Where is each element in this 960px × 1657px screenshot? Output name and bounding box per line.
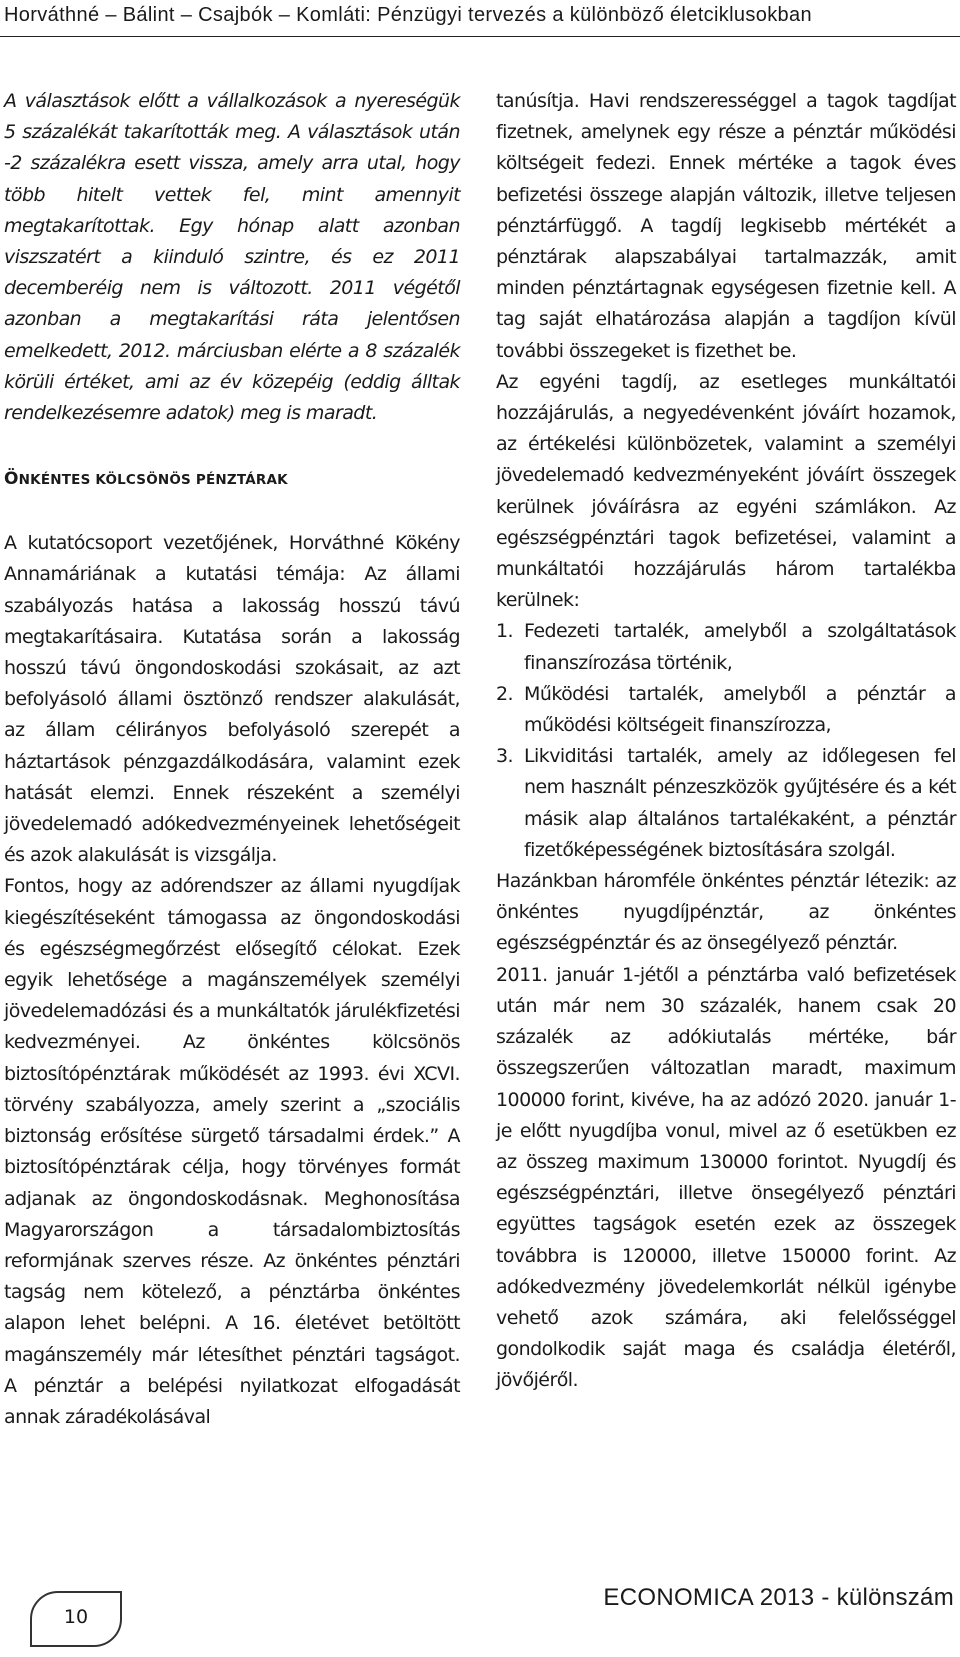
- list-item-number: 3.: [496, 745, 514, 768]
- right-column: [496, 86, 956, 1397]
- intro-paragraph: A választások előtt a vállalkozások a nyereségük 5 százalékát takarították meg. A választások után -2 százalékra esett vissza, amely arra utal, hogy több hitelt vettek fel, mint amennyit megtakarítottak. Egy hónap alatt azonban viszszatért a kiinduló szintre, és ez 2011 decemberéig nem is változott. 2011 végétől azonban a megtakarítási ráta jelentősen emelkedett, 2012. márciusban elérte a 8 százalék körüli értéket, ami az év közepéig (eddig álltak rendelkezésemre adatok) meg is maradt.: [4, 90, 460, 425]
- list-item-text: Likviditási tartalék, amely az időlegesen fel nem használt pénzeszközök gyűjtésére és a két másik alap általános tartalékaként, a pénztár fizetőképességének biztosítására szolgál.: [524, 745, 956, 861]
- right-paragraph-3: Hazánkban háromféle önkéntes pénztár létezik: az önkéntes nyugdíjpénztár, az önkéntes egészségpénztár és az önsegélyező pénztár.: [496, 870, 956, 955]
- list-item: [496, 679, 956, 741]
- body-paragraph-1: A kutatócsoport vezetőjének, Horváthné Kökény Annamáriának a kutatási témája: Az állami szabályozás hatása a lakosság hosszú távú megtakarításaira. Kutatása során a lakosság hosszú távú öngondoskodási szokásait, az azt befolyásoló állami ösztönző rendszer alakulását, az állam célirányos befolyásoló szerepét a háztartások pénzgazdálkodására, valamint ezek hatását elemzi. Ennek részeként a személyi jövedelemadó adókedvezményeinek lehetőségeit és azok alakulását is vizsgálja.: [4, 532, 460, 867]
- list-item-number: 1.: [496, 620, 514, 643]
- list-item-text: Fedezeti tartalék, amelyből a szolgáltatások finanszírozása történik,: [524, 620, 956, 674]
- header-divider: [0, 36, 960, 37]
- section-heading-rest: NKÉNTES KÖLCSÖNÖS PÉNZTÁRAK: [18, 472, 288, 489]
- right-paragraph-1: tanúsítja. Havi rendszerességgel a tagok tagdíjat fizetnek, amelynek egy része a pénztár működési költségeit fedezi. Ennek mértéke a tagok éves befizetési összege alapján változik, illetve teljesen pénztárfüggő. A tagdíj legkisebb mértékét a pénztárak alapszabályai tartalmazzák, amit minden pénztártagnak egységesen fizetnie kell. A tag saját elhatározása alapján a tagdíjon kívül további összegeket is fizethet be.: [496, 90, 956, 362]
- right-paragraph-2: Az egyéni tagdíj, az esetleges munkáltatói hozzájárulás, a negyedévenként jóváírt hozamok, az értékelési különbözetek, valamint a személyi jövedelemadó kedvezményeként jóváírt összegek kerülnek jóváírásra az egyéni számlákon. Az egészségpénztári tagok befizetései, valamint a munkáltatói hozzájárulás három tartalékba kerülnek:: [496, 370, 956, 612]
- right-paragraph-4: 2011. január 1-jétől a pénztárba való befizetések után már nem 30 százalék, hanem csak 20 százalék az adókiutalás mértéke, bár összegszerűen változatlan maradt, maximum 100000 forint, kivéve, ha az adózó 2020. január 1-je előtt nyugdíjba vonul, mivel az ő esetükben ez az összeg maximum 130000 forintot. Nyugdíj és egészségpénztári, illetve önsegélyező pénztári együttes tagságok esetén ezek az összegek továbbra is 120000, illetve 150000 forint. Az adókedvezmény jövedelemkorlát nélkül igénybe vehető azok számára, aki felelősséggel gondolkodik saját maga és családja életéről, jövőjéről.: [496, 963, 956, 1392]
- section-heading-initial: Ö: [4, 469, 19, 490]
- left-column: [4, 86, 460, 1433]
- list-item-text: Működési tartalék, amelyből a pénztár a működési költségeit finanszírozza,: [524, 682, 956, 737]
- running-header: Horváthné – Bálint – Csajbók – Komláti: Pénzügyi tervezés a különböző életciklusokban: [4, 4, 812, 26]
- list-item: [496, 616, 956, 678]
- list-item-number: 2.: [496, 682, 514, 705]
- page-number: 10: [63, 1606, 89, 1628]
- reserve-list: [496, 616, 956, 866]
- page-number-badge: [30, 1591, 122, 1647]
- list-item: [496, 741, 956, 866]
- journal-title: ECONOMICA 2013 - különszám: [603, 1584, 954, 1611]
- section-heading: [4, 466, 460, 493]
- body-paragraph-2: Fontos, hogy az adórendszer az állami nyugdíjak kiegészítéseként támogassa az öngondoskodási és egészségmegőrzést elősegítő célokat. Ezek egyik lehetősége a magánszemélyek személyi jövedelemadózási és a munkáltatók járulékfizetési kedvezményei. Az önkéntes kölcsönös biztosítópénztárak működését az 1993. évi XCVI. törvény szabályozza, amely szerint a „szociális biztonság erősítése sürgető társadalmi érdek.” A biztosítópénztárak célja, hogy törvényes formát adjanak az öngondoskodásnak. Meghonosítása Magyarországon a társadalombiztosítás reformjának szerves része. Az önkéntes pénztári tagság nem kötelező, a pénztárba önkéntes alapon lehet belépni. A 16. életévet betöltött magánszemély már létesíthet pénztári tagságot. A pénztár a belépési nyilatkozat elfogadását annak záradékolásával: [4, 875, 460, 1428]
